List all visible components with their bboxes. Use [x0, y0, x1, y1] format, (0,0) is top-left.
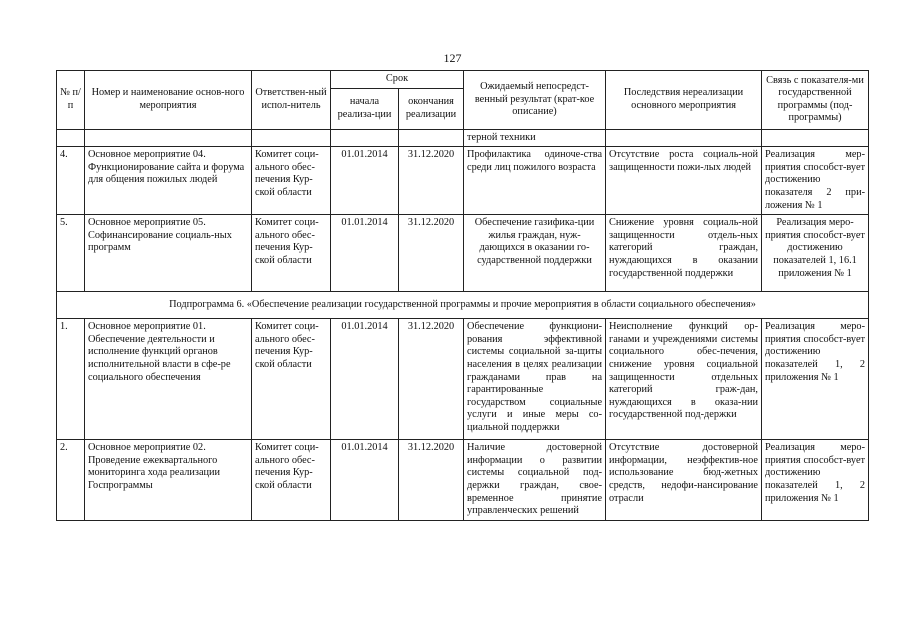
row-end: 31.12.2020	[399, 147, 464, 215]
header-link: Связь с показателя-ми государственной программы (под-программы)	[762, 71, 869, 130]
header-result: Ожидаемый непосредст-венный результат (крат-кое описание)	[464, 71, 606, 130]
row-consequences: Неисполнение функций ор-ганами и учреждениями системы социального обес-печения, снижение уровня социальной защищенности отдельных категорий граж-дан, нуждающихся в оказа-нии государственной под-держки	[606, 319, 762, 440]
row-end: 31.12.2020	[399, 319, 464, 440]
row-consequences: Отсутствие роста социаль-ной защищенности пожи-лых людей	[606, 147, 762, 215]
header-row	[57, 71, 869, 89]
row-executor: Комитет соци-ального обес-печения Кур-ской области	[252, 319, 331, 440]
subprogram-row	[57, 292, 869, 319]
header-consequences: Последствия нереализации основного мероприятия	[606, 71, 762, 130]
table-row	[57, 440, 869, 521]
row-start: 01.01.2014	[331, 147, 399, 215]
row-result: Наличие достоверной информации о развитии системы социальной под-держки граждан, свое-временное принятие управленческих решений	[464, 440, 606, 521]
row-consequences: Снижение уровня социаль-ной защищенности отдель-ных категорий граждан, нуждающихся в оказании государственной поддержки	[606, 215, 762, 292]
table-row	[57, 215, 869, 292]
row-num: 1.	[57, 319, 85, 440]
row-link: Реализация мер-приятия способст-вует достижению показателя 2 при-ложения № 1	[762, 147, 869, 215]
row-result: Профилактика одиноче-ства среди лиц пожилого возраста	[464, 147, 606, 215]
row-start: 01.01.2014	[331, 319, 399, 440]
header-executor: Ответствен-ный испол-нитель	[252, 71, 331, 130]
row-result: Обеспечение функциони-рования эффективной системы социальной за-щиты населения в целях реализации гражданами прав на гарантированные государством социальные услуги и иные меры со-циальной поддержки	[464, 319, 606, 440]
row-executor: Комитет соци-ального обес-печения Кур-ской области	[252, 440, 331, 521]
header-term: Срок	[331, 71, 464, 89]
row-link: Реализация меро-приятия способст-вует достижению показателей 1, 2 приложения № 1	[762, 440, 869, 521]
header-end: окончания реализации	[399, 88, 464, 129]
row-consequences: Отсутствие достоверной информации, неэффектив-ное использование бюд-жетных средств, недофи-нансирование отрасли	[606, 440, 762, 521]
row-name: Основное мероприятие 01. Обеспечение деятельности и исполнение функций органов исполнительной власти в сфе-ре социального обеспечения	[85, 319, 252, 440]
page-number: 127	[443, 51, 462, 65]
row-executor: Комитет соци-ального обес-печения Кур-ской области	[252, 215, 331, 292]
table-row	[57, 319, 869, 440]
row-end: 31.12.2020	[399, 440, 464, 521]
row-link: Реализация меро-приятия способст-вует достижению показателей 1, 2 приложения № 1	[762, 319, 869, 440]
header-name: Номер и наименование основ-ного мероприятия	[85, 71, 252, 130]
continuation-text: терной техники	[464, 129, 606, 147]
row-num: 5.	[57, 215, 85, 292]
subprogram-title: Подпрограмма 6. «Обеспечение реализации государственной программы и прочие мероприятия в области социального обеспечения»	[57, 292, 869, 319]
row-end: 31.12.2020	[399, 215, 464, 292]
row-name: Основное мероприятие 05. Софинансирование социаль-ных программ	[85, 215, 252, 292]
row-result: Обеспечение газифика-ции жилья граждан, нуж-дающихся в оказании го-сударственной поддержки	[464, 215, 606, 292]
continuation-row	[57, 129, 869, 147]
row-num: 2.	[57, 440, 85, 521]
row-name: Основное мероприятие 02. Проведение ежеквартального мониторинга хода реализации Госпрограммы	[85, 440, 252, 521]
table-row	[57, 147, 869, 215]
row-start: 01.01.2014	[331, 215, 399, 292]
row-link: Реализация меро-приятия способст-вует достижению показателей 1, 16.1 приложения № 1	[762, 215, 869, 292]
events-table	[56, 70, 869, 521]
row-name: Основное мероприятие 04. Функционирование сайта и форума для общения пожилых людей	[85, 147, 252, 215]
header-start: начала реализа-ции	[331, 88, 399, 129]
row-start: 01.01.2014	[331, 440, 399, 521]
row-executor: Комитет соци-ального обес-печения Кур-ской области	[252, 147, 331, 215]
header-num: № п/п	[57, 71, 85, 130]
row-num: 4.	[57, 147, 85, 215]
